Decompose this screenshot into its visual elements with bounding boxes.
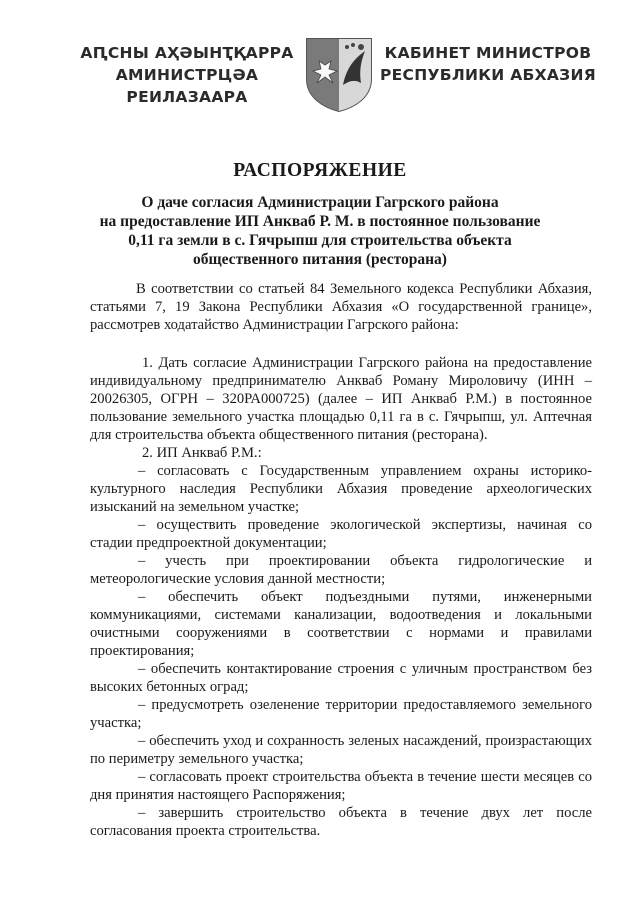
header-left-line1: АԤСНЫ АҲӘЫНҬҚАРРА — [80, 44, 294, 62]
subitem-paragraph: – обеспечить контактирование строения с уличным пространством без высоких бетонных оград; — [90, 661, 592, 695]
subitem-paragraph: – осуществить проведение экологической экспертизы, начиная со стадии предпроектной документации; — [90, 517, 592, 551]
header-left-line2: АМИНИСТРЦӘА РЕИЛАЗААРА — [115, 66, 259, 106]
subject-line: 0,11 га земли в с. Гячрыпш для строительства объекта — [128, 232, 512, 249]
item-2-heading: 2. ИП Анкваб Р.М.: — [142, 445, 262, 461]
subitem-paragraph: – обеспечить уход и сохранность зеленых насаждений, произрастающих по периметру земельного участка; — [90, 733, 592, 767]
item-1-paragraph: 1. Дать согласие Администрации Гагрского района на предоставление индивидуальному предпринимателю Анкваб Роману Мироловичу (ИНН – 20026305, ОГРН – 320РА000725) (далее – ИП Анкваб Р.М.) в постоянное пользование земельного участка площадью 0,11 га в с. Гячрыпш, ул. Аптечная для строительства объекта общественного питания (ресторана). — [90, 355, 592, 443]
document-body — [90, 280, 592, 840]
subitem-paragraph: – завершить строительство объекта в течение двух лет после согласования проекта строительства. — [90, 805, 592, 839]
subject-line: на предоставление ИП Анкваб Р. М. в постоянное пользование — [99, 213, 541, 230]
subject-line: О даче согласия Администрации Гагрского района — [141, 194, 499, 211]
subject-line: общественного питания (ресторана) — [193, 251, 447, 268]
preamble-paragraph: В соответствии со статьей 84 Земельного кодекса Республики Абхазия, статьями 7, 19 Закона Республики Абхазия «О государственной границе», рассмотрев ходатайство Администрации Гагрского района: — [90, 281, 592, 333]
subitem-paragraph: – согласовать с Государственным управлением охраны историко-культурного наследия Республики Абхазия проведение археологических изысканий на земельном участке; — [90, 463, 592, 515]
subitem-paragraph: – учесть при проектировании объекта гидрологические и метеорологические условия данной местности; — [90, 553, 592, 587]
document-subject — [90, 193, 550, 269]
header-left-abkhaz — [72, 42, 302, 108]
subitem-paragraph: – обеспечить объект подъездными путями, инженерными коммуникациями, системами канализации, водоотведения и локальными очистными сооружениями в соответствии с нормами и правилами проектирования; — [90, 589, 592, 659]
document-title: РАСПОРЯЖЕНИЕ — [233, 160, 407, 181]
coat-of-arms-emblem-icon — [303, 35, 375, 113]
subitem-paragraph: – согласовать проект строительства объекта в течение шести месяцев со дня принятия настоящего Распоряжения; — [90, 769, 592, 803]
header-right-russian — [378, 42, 598, 86]
subitem-paragraph: – предусмотреть озеленение территории предоставляемого земельного участка; — [90, 697, 592, 731]
header-right-line1: КАБИНЕТ МИНИСТРОВ — [384, 44, 592, 62]
header-right-line2: РЕСПУБЛИКИ АБХАЗИЯ — [379, 66, 597, 84]
